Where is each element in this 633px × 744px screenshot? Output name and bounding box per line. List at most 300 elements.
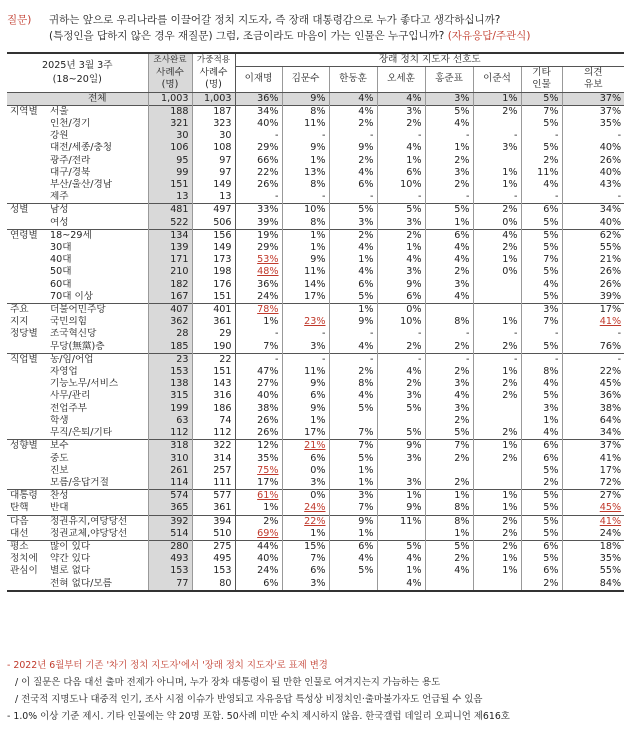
percent-value: 4% [406,577,422,589]
percent-cell [282,191,329,204]
percent-value: 5% [543,527,559,539]
percent-value: - [418,353,422,365]
percent-value: 2% [454,154,470,166]
percent-value: 24% [599,527,622,539]
table-row [7,279,624,291]
table-row [7,528,624,541]
percent-value: 1% [454,527,470,539]
percent-cell [235,92,282,105]
percent-value: 5% [543,290,559,302]
percent-value: 8% [454,502,470,514]
percent-cell [235,390,282,402]
percent-value: 5% [406,402,422,414]
percent-value: 1% [502,316,518,328]
percent-cell [473,553,521,565]
percent-cell [329,92,377,105]
table-row [7,553,624,565]
sample-count: 199 [148,403,192,415]
footnotes [7,657,627,725]
row-label: 사무/관리 [50,390,91,402]
percent-value: - [555,191,559,203]
row-label: 정권교체,야당당선 [50,527,128,539]
percent-cell [329,502,377,515]
percent-cell [425,242,473,254]
row-group [7,217,46,230]
percent-value: 2% [454,452,470,464]
survey-range: (18~20일) [52,73,102,85]
sample-count: 171 [148,254,192,266]
percent-value: 4% [543,179,559,191]
percent-cell [377,142,425,154]
percent-cell [473,229,521,242]
percent-cell [562,440,624,453]
percent-value: 5% [543,464,559,476]
percent-cell [377,528,425,541]
percent-cell [562,453,624,465]
percent-cell [282,279,329,291]
percent-cell [235,191,282,204]
percent-cell [521,540,562,553]
percent-cell [473,390,521,402]
percent-value: 4% [406,142,422,154]
percent-cell [282,578,329,591]
percent-cell [562,465,624,477]
percent-value: 43% [599,179,622,191]
percent-value: 1% [310,414,326,426]
table-row [7,540,624,553]
sample-count: 99 [148,167,192,179]
percent-value: 8% [454,515,470,527]
weighted-count: 30 [192,130,235,142]
row-label: 기능노무/서비스 [50,378,119,390]
percent-value: 4% [454,118,470,130]
percent-cell [425,179,473,191]
percent-cell [521,328,562,340]
other-header-2: 인물 [521,79,562,92]
percent-value: 4% [454,290,470,302]
sample-count: 134 [148,229,192,242]
footnote-4: - 1.0% 이상 기준 제시. 기타 인물에는 약 20명 포함. 50사례 미만 수치 제시하지 않음. 한국갤럽 데일리 오피니언 제616호 [7,711,510,722]
row-label: 60대 [50,278,72,290]
percent-value: 2% [502,105,518,117]
percent-cell [473,266,521,278]
percent-cell [562,266,624,278]
row-label: 진보 [50,464,69,476]
row-label: 대구/경북 [50,166,91,178]
percent-value: 1% [502,565,518,577]
percent-value: 23% [304,316,326,328]
percent-cell [473,366,521,378]
sample-count: 407 [148,304,192,317]
percent-value: - [322,130,326,142]
weighted-count: 495 [192,553,235,565]
percent-cell [377,353,425,366]
row-group [7,465,46,477]
percent-value: 8% [454,316,470,328]
row-group [7,578,46,591]
percent-cell [521,229,562,242]
percent-value: - [370,328,374,340]
percent-cell [521,155,562,167]
percent-value: 4% [406,254,422,266]
percent-cell [521,191,562,204]
percent-cell [562,229,624,242]
percent-cell [329,390,377,402]
percent-value: 5% [358,402,374,414]
table-row [7,229,624,242]
table-row [7,578,624,591]
percent-cell [377,279,425,291]
percent-cell [329,427,377,440]
percent-cell [473,353,521,366]
weighted-count: 156 [192,229,235,242]
percent-value: 6% [358,278,374,290]
row-label: 전혀 없다/모름 [46,578,148,591]
percent-value: 5% [543,266,559,278]
percent-value: 37% [599,92,622,104]
percent-value: 7% [358,502,374,514]
sample-count: 182 [148,279,192,291]
weighted-count: 97 [192,155,235,167]
percent-value: 9% [358,316,374,328]
percent-cell [473,465,521,477]
sample-count: 13 [148,191,192,204]
percent-cell [521,390,562,402]
percent-value: 45% [599,502,622,514]
row-label: 여성 [50,216,69,228]
percent-value: 3% [406,216,422,228]
percent-cell [473,502,521,515]
preference-band: 장래 정치 지도자 선호도 [235,53,624,67]
percent-value: 6% [263,577,279,589]
percent-cell [425,528,473,541]
percent-value: 7% [358,427,374,439]
percent-cell [377,578,425,591]
percent-cell [521,403,562,415]
table-row [7,155,624,167]
percent-value: 6% [310,452,326,464]
percent-value: 9% [310,378,326,390]
sample-count: 318 [148,440,192,453]
percent-cell [282,242,329,254]
row-group [7,415,46,427]
percent-cell [282,254,329,266]
percent-cell [282,515,329,528]
percent-value: 6% [358,179,374,191]
percent-cell [235,366,282,378]
percent-value: 4% [543,427,559,439]
percent-cell [282,328,329,340]
percent-cell [235,477,282,490]
percent-cell [282,390,329,402]
weighted-count: 29 [192,328,235,340]
percent-cell [473,427,521,440]
percent-cell [329,328,377,340]
row-label: 무당(無黨)층 [50,340,105,352]
footnote-3: / 전국적 지명도나 대중적 인기, 조사 시점 이슈가 반영되고 자유응답 특성상 비정치인·출마불가자도 언급될 수 있음 [15,694,483,705]
row-group [7,291,46,304]
row-label: 학생 [50,414,69,426]
weighted-count: 497 [192,204,235,217]
percent-cell [473,217,521,230]
percent-value: 35% [257,452,279,464]
percent-value: 5% [543,553,559,565]
percent-cell [377,304,425,317]
row-group: 지지 [10,316,29,328]
percent-value: 2% [454,553,470,565]
row-group [7,266,46,278]
percent-cell [562,316,624,328]
percent-cell [473,242,521,254]
percent-cell [235,105,282,118]
percent-value: 5% [406,204,422,216]
row-label: 전체 [46,92,148,105]
percent-cell [473,578,521,591]
sample-count: 114 [148,477,192,490]
percent-cell [521,266,562,278]
percent-value: 1% [406,242,422,254]
row-label: 농/임/어업 [46,353,148,366]
percent-cell [425,415,473,427]
percent-cell [235,130,282,142]
percent-cell [425,403,473,415]
percent-cell [329,167,377,179]
percent-cell [425,229,473,242]
percent-value: 18% [599,540,622,552]
weighted-count: 112 [192,427,235,440]
row-group [7,92,46,105]
percent-cell [425,515,473,528]
percent-cell [235,266,282,278]
row-group [7,403,46,415]
percent-cell [521,578,562,591]
sample-count: 63 [148,415,192,427]
percent-value: 2% [502,527,518,539]
percent-cell [377,390,425,402]
percent-cell [425,440,473,453]
row-group: 대통령 [7,490,46,503]
percent-cell [473,477,521,490]
percent-value: 1% [502,179,518,191]
percent-value: - [514,130,518,142]
sample-count: 139 [148,242,192,254]
percent-value: 40% [599,216,622,228]
sample-count: 153 [148,366,192,378]
percent-cell [377,254,425,266]
table-row [7,304,624,317]
percent-value: 40% [257,118,279,130]
row-group: 대선 [10,527,29,539]
percent-cell [562,130,624,142]
percent-value: 21% [599,254,622,266]
percent-cell [235,242,282,254]
percent-value: 11% [400,515,422,527]
percent-cell [521,179,562,191]
percent-value: 2% [454,414,470,426]
sample-count: 261 [148,465,192,477]
percent-cell [473,304,521,317]
weighted-count: 151 [192,291,235,304]
percent-value: 44% [257,540,279,552]
percent-value: 7% [543,254,559,266]
percent-value: 72% [599,476,622,488]
weighted-count: 198 [192,266,235,278]
percent-value: - [370,130,374,142]
percent-value: 48% [257,266,279,278]
row-group [7,279,46,291]
percent-value: 10% [304,204,326,216]
percent-cell [329,353,377,366]
percent-cell [562,179,624,191]
percent-value: 0% [502,266,518,278]
percent-value: 3% [358,216,374,228]
percent-cell [425,191,473,204]
percent-cell [235,540,282,553]
sample-count: 77 [148,578,192,591]
opinion-header: 의견 [562,67,624,80]
percent-value: 4% [358,340,374,352]
percent-cell [562,304,624,317]
row-group: 다음 [7,515,46,528]
percent-value: 6% [543,540,559,552]
percent-value: 33% [257,204,279,216]
percent-value: 17% [304,290,326,302]
percent-cell [562,403,624,415]
sample-count: 481 [148,204,192,217]
percent-value: - [418,328,422,340]
percent-cell [282,553,329,565]
percent-cell [282,465,329,477]
percent-value: 29% [257,142,279,154]
percent-cell [377,105,425,118]
percent-cell [235,316,282,328]
percent-value: 9% [406,278,422,290]
percent-cell [377,167,425,179]
row-group: 성향별 [7,440,46,453]
row-group: 탄핵 [10,502,29,514]
table-row [7,502,624,515]
row-group [7,366,46,378]
row-group: 정치에 [10,553,38,565]
row-group: 관심이 [10,565,38,577]
percent-cell [473,155,521,167]
percent-cell [377,565,425,577]
percent-value: 5% [543,92,559,104]
percent-value: 6% [406,166,422,178]
percent-cell [521,204,562,217]
percent-value: 6% [454,229,470,241]
percent-value: 1% [502,502,518,514]
sample-count: 522 [148,217,192,230]
percent-cell [235,440,282,453]
question-followup: (특정인을 답하지 않은 경우 재질문) 그럼, 조금이라도 마음이 가는 인물은 누구입니까? [49,30,448,42]
percent-value: 5% [543,118,559,130]
percent-cell [282,92,329,105]
percent-value: - [370,191,374,203]
table-row [7,341,624,354]
percent-cell [521,490,562,503]
percent-cell [521,465,562,477]
percent-value: 4% [454,242,470,254]
percent-value: 3% [310,577,326,589]
percent-cell [235,378,282,390]
percent-value: 4% [454,565,470,577]
percent-cell [425,142,473,154]
percent-cell [521,279,562,291]
percent-value: 38% [257,402,279,414]
percent-value: 1% [263,316,279,328]
percent-cell [473,130,521,142]
percent-cell [282,477,329,490]
percent-cell [562,578,624,591]
percent-cell [425,130,473,142]
sample-count: 23 [148,353,192,366]
percent-value: 9% [310,142,326,154]
percent-value: - [370,353,374,365]
percent-cell [425,540,473,553]
percent-value: 5% [406,540,422,552]
percent-cell [377,415,425,427]
weighted-count: 361 [192,316,235,328]
percent-value: 2% [358,366,374,378]
percent-cell [425,578,473,591]
row-group [7,118,46,130]
percent-cell [282,105,329,118]
percent-value: - [275,353,279,365]
weighted-count: 394 [192,515,235,528]
percent-cell [562,155,624,167]
table-row [7,490,624,503]
percent-value: 4% [358,553,374,565]
percent-value: 5% [543,229,559,241]
candidate-header: 이재명 [235,67,282,92]
percent-value: 2% [454,266,470,278]
percent-value: 37% [599,105,622,117]
row-label: 40대 [50,254,72,266]
percent-cell [562,217,624,230]
percent-value: 2% [502,204,518,216]
percent-cell [235,528,282,541]
percent-cell [425,378,473,390]
percent-cell [235,403,282,415]
percent-value: 5% [454,105,470,117]
percent-cell [329,378,377,390]
percent-cell [282,204,329,217]
percent-cell [235,179,282,191]
percent-value: 7% [263,340,279,352]
percent-value: 8% [310,105,326,117]
percent-cell [329,578,377,591]
percent-value: 35% [599,553,622,565]
percent-value: 7% [454,440,470,452]
percent-value: 8% [358,378,374,390]
row-group [7,179,46,191]
percent-cell [282,118,329,130]
percent-cell [425,490,473,503]
percent-value: 34% [599,427,622,439]
percent-value: 5% [358,452,374,464]
percent-value: - [275,328,279,340]
row-label: 더불어민주당 [46,304,148,317]
weighted-count: 190 [192,341,235,354]
percent-cell [235,254,282,266]
sample-count: 112 [148,427,192,440]
percent-cell [235,167,282,179]
weighted-count: 506 [192,217,235,230]
percent-cell [282,502,329,515]
row-label: 대전/세종/충청 [50,142,113,154]
percent-cell [425,477,473,490]
